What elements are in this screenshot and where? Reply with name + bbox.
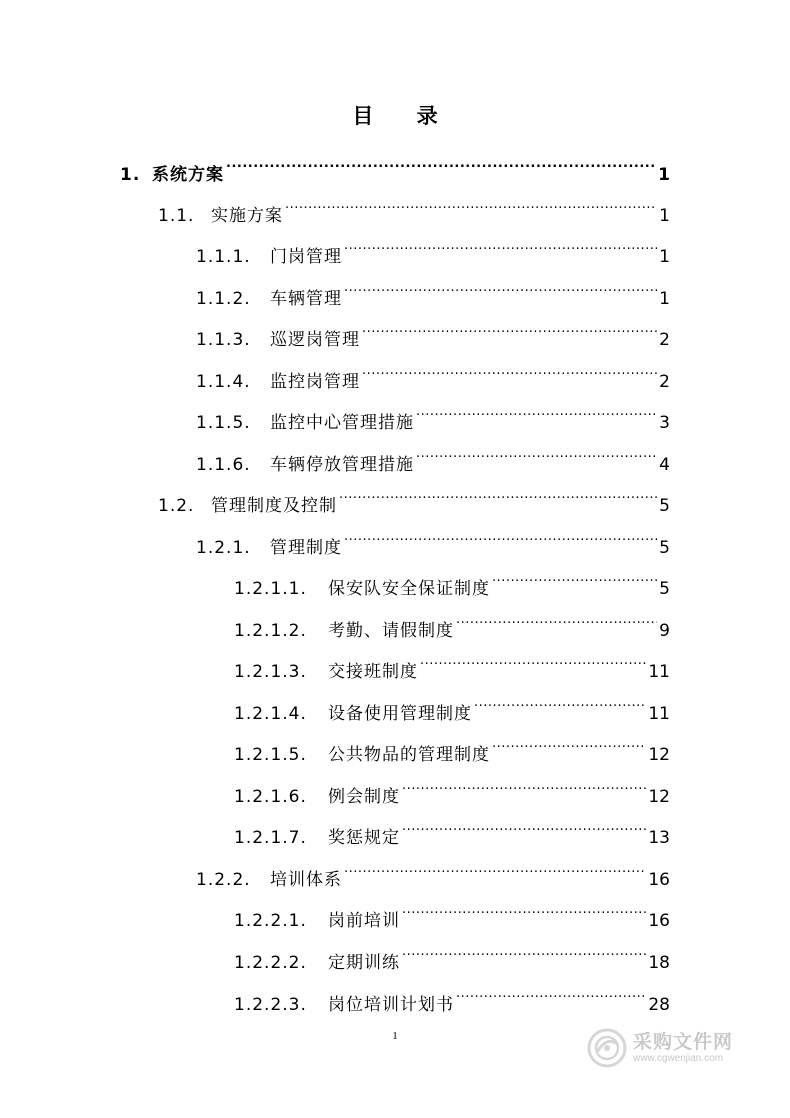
toc-entry[interactable]	[196, 305, 670, 350]
toc-entry-number: 1.2.1.2.	[234, 621, 307, 641]
toc-entry-text: 岗位培训计划书	[328, 995, 454, 1015]
toc-entry-page: 13	[648, 828, 670, 848]
toc-entry-page: 12	[648, 745, 670, 765]
toc-entry-text: 交接班制度	[328, 662, 418, 682]
toc-entry-text: 监控岗管理	[270, 372, 360, 392]
toc-entry-number: 1.2.1.1.	[234, 579, 307, 599]
toc-entry[interactable]	[234, 762, 670, 807]
toc-entry-text: 系统方案	[152, 165, 224, 185]
toc-entry-number: 1.2.1.	[196, 538, 251, 558]
toc-entry[interactable]	[196, 388, 670, 433]
toc-entry-text: 奖惩规定	[328, 828, 400, 848]
toc-entry-page: 5	[659, 538, 670, 558]
toc-entry-page: 28	[648, 995, 670, 1015]
toc-entry[interactable]	[234, 970, 670, 1015]
toc-entry-page: 2	[659, 372, 670, 392]
toc-entry-page: 12	[648, 787, 670, 807]
toc-entry[interactable]	[196, 430, 670, 475]
toc-dot-leader	[344, 513, 657, 553]
toc-dot-leader	[285, 181, 657, 221]
watermark	[587, 1024, 757, 1072]
toc-entry[interactable]	[234, 679, 670, 724]
toc-dot-leader	[344, 845, 646, 885]
toc-dot-leader	[416, 388, 657, 428]
toc-entry[interactable]	[196, 513, 670, 558]
toc-entry-text: 监控中心管理措施	[270, 413, 414, 433]
toc-entry-text: 管理制度	[270, 538, 342, 558]
toc-dot-leader	[226, 140, 656, 180]
toc-dot-leader	[474, 679, 646, 719]
toc-entry-number: 1.2.2.2.	[234, 953, 307, 973]
toc-entry[interactable]	[196, 845, 670, 890]
toc-entry-page: 1	[659, 289, 670, 309]
toc-entry-text: 车辆管理	[270, 289, 342, 309]
toc-entry-number: 1.2.2.3.	[234, 995, 307, 1015]
toc-entry[interactable]	[196, 347, 670, 392]
toc-entry[interactable]	[234, 886, 670, 931]
toc-entry-page: 16	[648, 870, 670, 890]
toc-entry-text: 门岗管理	[270, 247, 342, 267]
toc-entry-page: 9	[659, 621, 670, 641]
toc-entry-number: 1.2.1.6.	[234, 787, 307, 807]
toc-dot-leader	[344, 264, 657, 304]
toc-dot-leader	[492, 720, 646, 760]
toc-entry-text: 管理制度及控制	[211, 496, 337, 516]
toc-entry-page: 18	[648, 953, 670, 973]
toc-dot-leader	[362, 347, 657, 387]
toc-dot-leader	[402, 886, 646, 926]
toc-entry[interactable]	[158, 471, 670, 516]
toc-entry-number: 1.2.	[158, 496, 195, 516]
toc-dot-leader	[362, 305, 657, 345]
toc-entry-page: 5	[659, 579, 670, 599]
toc-entry-text: 保安队安全保证制度	[328, 579, 490, 599]
toc-entry[interactable]	[158, 181, 670, 226]
toc-entry-page: 3	[659, 413, 670, 433]
toc-entry-text: 岗前培训	[328, 911, 400, 931]
toc-entry-text: 定期训练	[328, 953, 400, 973]
logo-icon	[587, 1028, 627, 1068]
toc-entry-page: 1	[659, 247, 670, 267]
watermark-url: www.cgwenjian.com	[633, 1053, 724, 1064]
toc-entry-page: 4	[659, 455, 670, 475]
toc-entry-number: 1.1.1.	[196, 247, 251, 267]
toc-dot-leader	[402, 928, 646, 968]
toc-entry-page: 11	[648, 662, 670, 682]
page-number: 1	[392, 1030, 398, 1042]
toc-dot-leader	[456, 970, 646, 1010]
toc-entry[interactable]	[234, 554, 670, 599]
toc-entry-number: 1.2.1.4.	[234, 704, 307, 724]
toc-dot-leader	[456, 596, 657, 636]
toc-entry-text: 设备使用管理制度	[328, 704, 472, 724]
toc-entry-number: 1.	[120, 165, 141, 185]
toc-entry-number: 1.1.5.	[196, 413, 251, 433]
toc-entry-text: 实施方案	[211, 206, 283, 226]
toc-entry-page: 5	[659, 496, 670, 516]
toc-entry-number: 1.2.1.5.	[234, 745, 307, 765]
toc-entry-text: 考勤、请假制度	[328, 621, 454, 641]
watermark-name: 采购文件网	[633, 1031, 734, 1053]
toc-entry[interactable]	[234, 596, 670, 641]
toc-entry[interactable]	[234, 720, 670, 765]
toc-entry-page: 1	[659, 206, 670, 226]
toc-entry-number: 1.1.4.	[196, 372, 251, 392]
toc-entry[interactable]	[234, 803, 670, 848]
toc-entry-number: 1.2.2.	[196, 870, 251, 890]
toc-entry-text: 车辆停放管理措施	[270, 455, 414, 475]
toc-dot-leader	[416, 430, 657, 470]
toc-entry[interactable]	[196, 264, 670, 309]
toc-dot-leader	[339, 471, 657, 511]
toc-entry-page: 1	[658, 165, 670, 185]
toc-entry-text: 培训体系	[270, 870, 342, 890]
toc-entry-text: 例会制度	[328, 787, 400, 807]
toc-entry-number: 1.2.1.3.	[234, 662, 307, 682]
toc-entry-page: 2	[659, 330, 670, 350]
toc-dot-leader	[492, 554, 657, 594]
toc-dot-leader	[420, 637, 646, 677]
toc-entry-number: 1.1.3.	[196, 330, 251, 350]
toc-entry-page: 11	[648, 704, 670, 724]
toc-entry-text: 巡逻岗管理	[270, 330, 360, 350]
toc-entry-number: 1.1.2.	[196, 289, 251, 309]
toc-entry-text: 公共物品的管理制度	[328, 745, 490, 765]
toc-title: 目 录	[352, 103, 456, 128]
toc-entry-number: 1.1.6.	[196, 455, 251, 475]
toc-entry-page: 16	[648, 911, 670, 931]
toc-entry[interactable]	[120, 140, 670, 185]
toc-dot-leader	[402, 762, 646, 802]
toc-entry[interactable]	[234, 637, 670, 682]
toc-entry-number: 1.2.2.1.	[234, 911, 307, 931]
toc-entry-number: 1.2.1.7.	[234, 828, 307, 848]
toc-entry[interactable]	[196, 222, 670, 267]
toc-entry-number: 1.1.	[158, 206, 195, 226]
toc-dot-leader	[402, 803, 646, 843]
toc-entry[interactable]	[234, 928, 670, 973]
toc-dot-leader	[344, 222, 657, 262]
